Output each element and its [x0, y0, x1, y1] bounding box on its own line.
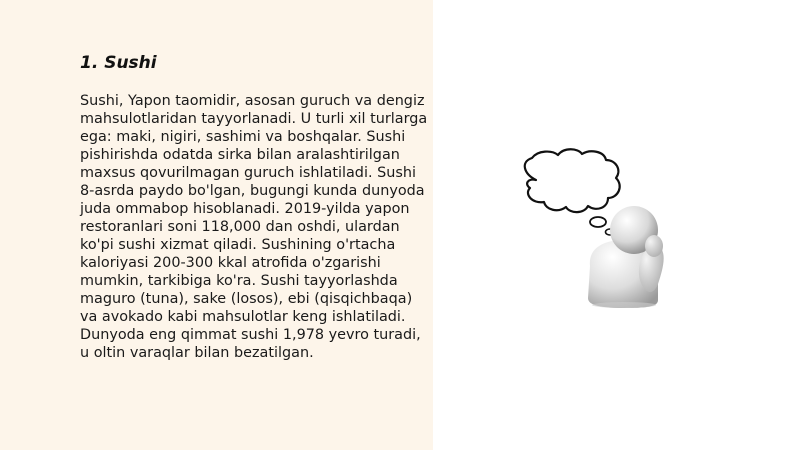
- figure-shadow: [592, 302, 656, 308]
- figure-hand: [645, 235, 663, 257]
- thinking-person-icon: [512, 148, 672, 308]
- slide-body-text: Sushi, Yapon taomidir, asosan guruch va dengiz mahsulotlaridan tayyorlanadi. U turli xil turlarga ega: maki, nigiri, sashimi va boshqalar. Sushi pishirishda odatda sirka bilan aralashtirilgan maxsus qovurilmagan guruch ishlatiladi. Sushi 8-asrda paydo bo'lgan, bugungi kunda dunyoda juda ommabop hisoblanadi. 2019-yilda yapon restoranlari soni 118,000 dan oshdi, ulardan ko'pi sushi xizmat qiladi. Sushining o'rtacha kaloriyasi 200-300 kkal atrofida o'zgarishi mumkin, tarkibiga ko'ra. Sushi tayyorlashda maguro (tuna), sake (losos), ebi (qisqichbaqa) va avokado kabi mahsulotlar keng ishlatiladi. Dunyoda eng qimmat sushi 1,978 yevro turadi, u oltin varaqlar bilan bezatilgan.: [80, 93, 428, 361]
- slide-title: 1. Sushi: [80, 53, 157, 73]
- thought-bubble-medium: [590, 217, 606, 227]
- thought-cloud: [525, 149, 620, 212]
